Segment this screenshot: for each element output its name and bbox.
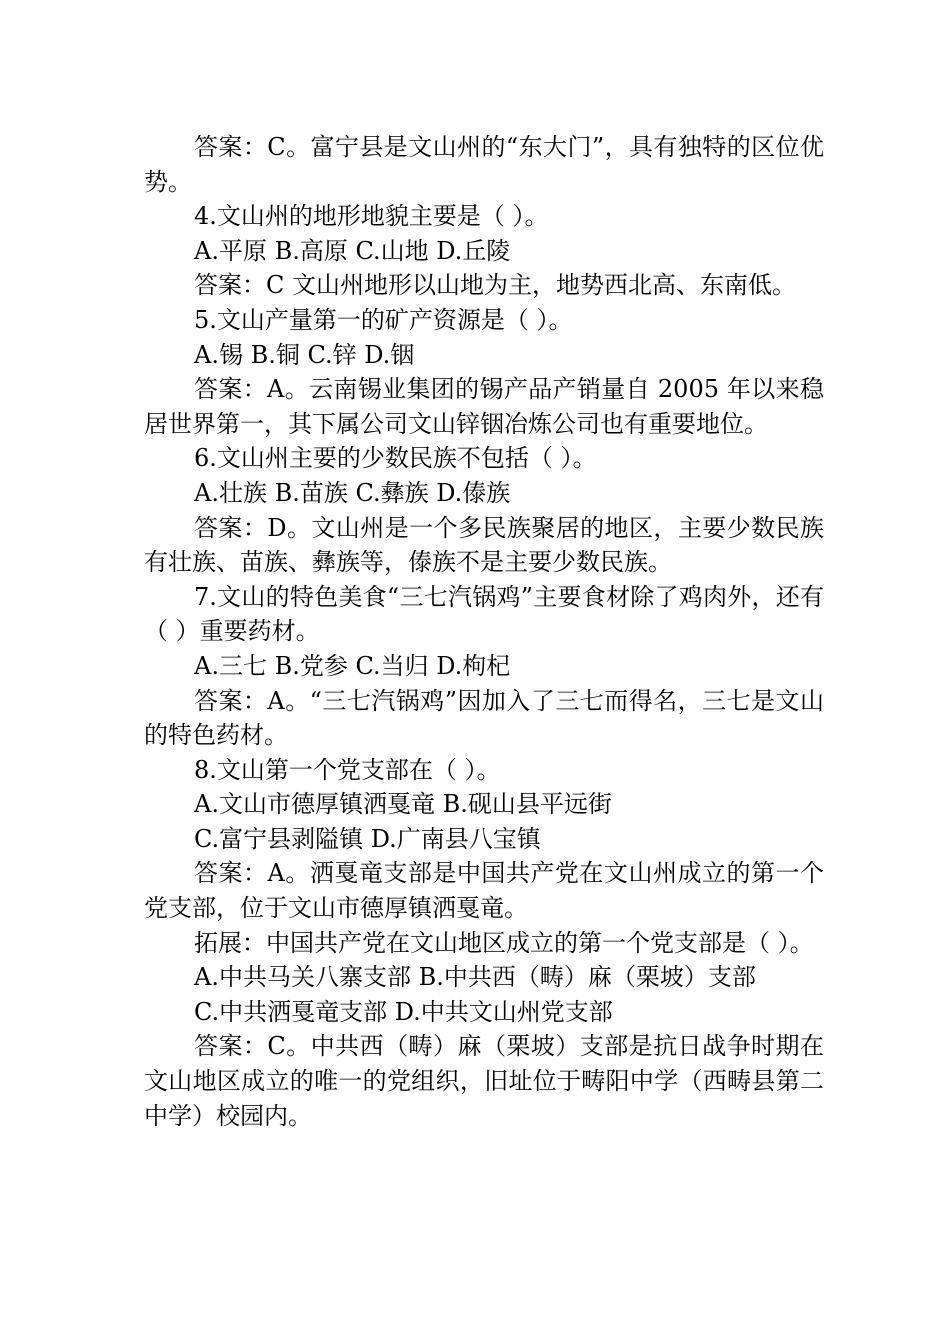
answer-paragraph-8: 答案：A。洒戛竜支部是中国共产党在文山州成立的第一个党支部，位于文山市德厚镇洒戛竜。 — [144, 859, 824, 923]
question-8: 8.文山第一个党支部在（ ）。 — [194, 755, 501, 784]
question-7: 7.文山的特色美食“三七汽锅鸡”主要食材除了鸡肉外，还有（ ）重要药材。 — [144, 582, 824, 646]
answer-paragraph-5: 答案：A。云南锡业集团的锡产品产销量自 2005 年以来稳居世界第一，其下属公司文山锌铟冶炼公司也有重要地位。 — [144, 375, 824, 438]
extension-answer-paragraph: 答案：C。中共西（畴）麻（栗坡）支部是抗日战争时期在文山地区成立的唯一的党组织，旧址位于畴阳中学（西畴县第二中学）校园内。 — [144, 1032, 824, 1130]
answer-paragraph-4: 答案：C 文山州地形以山地为主，地势西北高、东南低。 — [194, 271, 796, 300]
options-7: A.三七 B.党参 C.当归 D.枸杞 — [194, 651, 511, 680]
options-8-line-2: C.富宁县剥隘镇 D.广南县八宝镇 — [194, 824, 541, 853]
extension-question: 拓展：中国共产党在文山地区成立的第一个党支部是（ ）。 — [194, 928, 814, 957]
options-6: A.壮族 B.苗族 C.彝族 D.傣族 — [194, 478, 511, 507]
extension-options-line-1: A.中共马关八寨支部 B.中共西（畴）麻（栗坡）支部 — [194, 963, 756, 992]
question-5: 5.文山产量第一的矿产资源是（ ）。 — [194, 305, 573, 334]
options-4: A.平原 B.高原 C.山地 D.丘陵 — [194, 236, 511, 265]
answer-paragraph-6: 答案：D。文山州是一个多民族聚居的地区，主要少数民族有壮族、苗族、彝族等，傣族不是主要少数民族。 — [144, 513, 824, 577]
answer-paragraph-7: 答案：A。“三七汽锅鸡”因加入了三七而得名，三七是文山的特色药材。 — [144, 686, 824, 750]
question-4: 4.文山州的地形地貌主要是（ ）。 — [194, 202, 549, 231]
document-body — [144, 130, 824, 1133]
question-6: 6.文山州主要的少数民族不包括（ ）。 — [194, 444, 597, 473]
options-8-line-1: A.文山市德厚镇洒戛竜 B.砚山县平远街 — [194, 790, 612, 819]
answer-paragraph-3: 答案：C。富宁县是文山州的“东大门”，具有独特的区位优势。 — [144, 133, 824, 196]
extension-options-line-2: C.中共洒戛竜支部 D.中共文山州党支部 — [194, 997, 613, 1026]
options-5: A.锡 B.铜 C.锌 D.铟 — [194, 340, 415, 369]
